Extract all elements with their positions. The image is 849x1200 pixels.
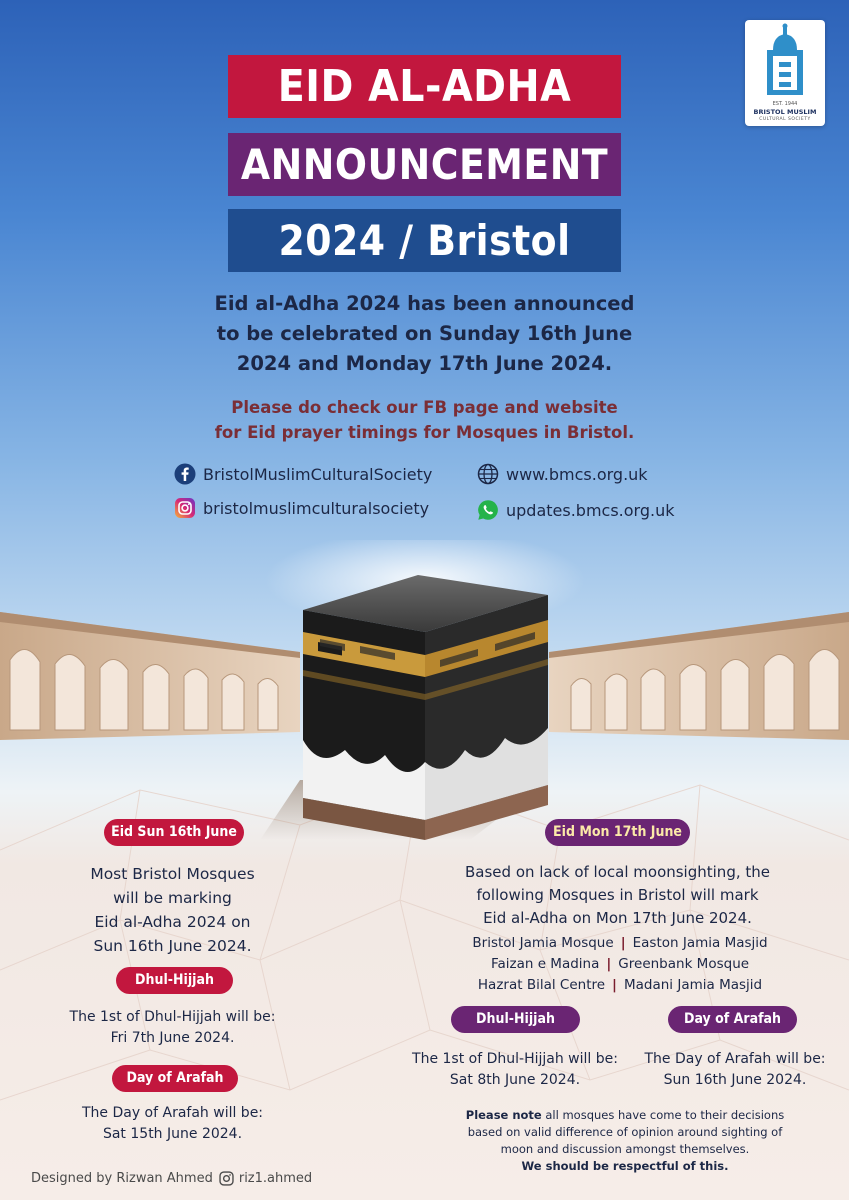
logo-subtitle: CULTURAL SOCIETY xyxy=(759,117,811,122)
arafah-badge-left: Day of Arafah xyxy=(112,1065,238,1092)
separator: | xyxy=(612,977,617,993)
whatsapp-link[interactable] xyxy=(477,497,675,523)
text-line: Sun 16th June 2024. xyxy=(663,1072,807,1088)
eid-sunday-badge: Eid Sun 16th June xyxy=(104,819,244,846)
text-line: Based on lack of local moonsighting, the xyxy=(465,863,770,881)
note-line xyxy=(430,1107,820,1124)
mosque-name: Madani Jamia Masjid xyxy=(623,977,763,993)
separator: | xyxy=(606,956,612,972)
note-closing xyxy=(430,1158,820,1175)
note-line: moon and discussion amongst themselves. xyxy=(500,1142,750,1156)
dhul-hijjah-badge-right: Dhul-Hijjah xyxy=(451,1006,580,1033)
separator: | xyxy=(620,935,626,951)
note-text: all mosques have come to their decisions xyxy=(541,1108,785,1122)
text-line: will be marking xyxy=(113,889,232,907)
designer-handle[interactable]: riz1.ahmed xyxy=(238,1171,313,1186)
facebook-link[interactable] xyxy=(174,461,432,487)
note-line: based on valid difference of opinion around sighting of xyxy=(467,1125,783,1139)
right-arcade xyxy=(549,612,849,740)
prayer-timings-notice xyxy=(180,395,669,445)
text-line: The 1st of Dhul-Hijjah will be: xyxy=(412,1051,618,1067)
arafah-badge-right: Day of Arafah xyxy=(668,1006,797,1033)
year-city-banner: 2024 / Bristol xyxy=(228,209,621,272)
text-line: Sun 16th June 2024. xyxy=(93,937,252,955)
mosque-name: Bristol Jamia Mosque xyxy=(472,935,614,951)
mosque-name: Greenbank Mosque xyxy=(618,956,750,972)
mosque-row xyxy=(455,954,785,975)
text-line: Sat 15th June 2024. xyxy=(102,1126,243,1142)
instagram-link[interactable] xyxy=(174,495,429,521)
mosque-row xyxy=(455,933,785,954)
instagram-icon xyxy=(174,497,196,519)
instagram-icon xyxy=(219,1171,234,1186)
logo-name: BRISTOL MUSLIM xyxy=(753,108,817,116)
text-line: Most Bristol Mosques xyxy=(90,865,255,883)
website-link[interactable] xyxy=(477,461,648,487)
monday-info xyxy=(440,861,795,930)
website-url: www.bmcs.org.uk xyxy=(506,464,648,484)
dhul-hijjah-badge-left: Dhul-Hijjah xyxy=(116,967,233,994)
whatsapp-icon xyxy=(477,499,499,521)
notice-line: Please do check our FB page and website xyxy=(231,398,618,417)
text-line: following Mosques in Bristol will mark xyxy=(476,886,759,904)
text-line: The Day of Arafah will be: xyxy=(81,1105,264,1121)
intro-line: Eid al-Adha 2024 has been announced xyxy=(214,292,635,315)
mosque-name: Easton Jamia Masjid xyxy=(632,935,768,951)
note-lead: Please note xyxy=(465,1108,542,1122)
dhul-hijjah-info-right xyxy=(400,1049,630,1091)
title-banner: EID AL-ADHA xyxy=(228,55,621,118)
kaaba-illustration xyxy=(0,540,849,840)
designer-credit xyxy=(31,1171,312,1186)
respect-note xyxy=(430,1107,820,1175)
globe-icon xyxy=(477,463,499,485)
designer-name: Designed by Rizwan Ahmed xyxy=(31,1171,213,1186)
text-line: The 1st of Dhul-Hijjah will be: xyxy=(69,1009,276,1025)
sunday-info xyxy=(60,862,285,958)
logo-est: EST. 1944 xyxy=(772,101,798,107)
mosque-name: Hazrat Bilal Centre xyxy=(477,977,606,993)
facebook-handle: BristolMuslimCulturalSociety xyxy=(203,464,433,484)
mosque-row xyxy=(455,975,785,996)
intro-line: 2024 and Monday 17th June 2024. xyxy=(236,352,613,375)
whatsapp-url: updates.bmcs.org.uk xyxy=(506,500,675,520)
notice-line: for Eid prayer timings for Mosques in Bristol. xyxy=(214,423,635,442)
note-closing-text: We should be respectful of this. xyxy=(521,1159,729,1173)
facebook-icon xyxy=(174,463,196,485)
arafah-info-right xyxy=(630,1049,840,1091)
announcement-text xyxy=(200,289,649,379)
left-arcade xyxy=(0,612,300,740)
announcement-banner: ANNOUNCEMENT xyxy=(228,133,621,196)
text-line: The Day of Arafah will be: xyxy=(644,1051,826,1067)
dhul-hijjah-info-left xyxy=(40,1007,305,1049)
text-line: Eid al-Adha on Mon 17th June 2024. xyxy=(483,909,752,927)
bmcs-logo xyxy=(745,20,825,126)
eid-monday-badge: Eid Mon 17th June xyxy=(545,819,690,846)
text-line: Eid al-Adha 2024 on xyxy=(94,913,251,931)
mosque-name: Faizan e Madina xyxy=(490,956,600,972)
intro-line: to be celebrated on Sunday 16th June xyxy=(216,322,633,345)
instagram-handle: bristolmuslimculturalsociety xyxy=(203,498,430,518)
mosque-list xyxy=(455,933,785,996)
arafah-info-left xyxy=(40,1103,305,1145)
text-line: Sat 8th June 2024. xyxy=(449,1072,581,1088)
mosque-logo-icon xyxy=(745,20,825,102)
text-line: Fri 7th June 2024. xyxy=(110,1030,235,1046)
